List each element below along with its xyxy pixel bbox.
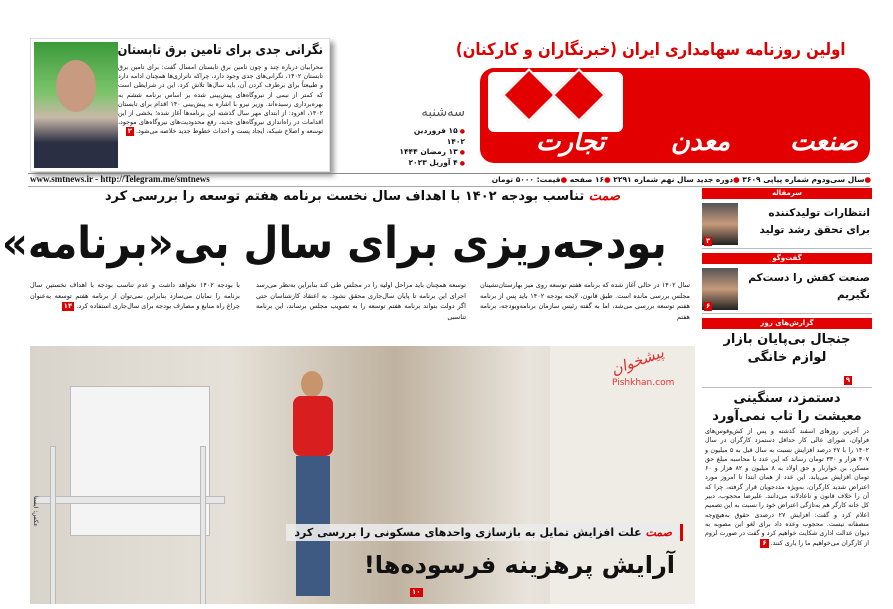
logo-word: تجارت [536, 127, 605, 157]
sidebar [702, 188, 872, 549]
logo-word: صنعت [790, 127, 858, 157]
weekday: سه‌شنبه [421, 105, 465, 120]
section-label: گفت‌وگو [702, 253, 872, 264]
brand-mark: صمت [588, 189, 621, 204]
page-badge: ۲ [127, 127, 133, 136]
item-body [702, 426, 872, 549]
page-badge: ۳ [706, 237, 711, 245]
article-column [30, 280, 240, 312]
page-badge: ۶ [762, 538, 767, 547]
article-column: توسعه همچنان باید مراحل اولیه را در مجلس طی کند بنابراین به‌نظر می‌رسد اجرای این برنامه تا پایان سال‌جاری محقق نشود. به اعتقاد کارشناسان حتی اگر دولت بتواند برنامه هفتم توسعه را به تصویب مجلس برساند، این برنامه تناسبی [256, 281, 466, 321]
masthead-logo [480, 68, 870, 163]
watermark-url: Pishkhan.com [612, 378, 675, 388]
website-links[interactable]: www.smtnews.ir - http://Telegram.me/smtnews [30, 174, 210, 184]
feature-kicker [286, 524, 683, 541]
page-badge: ۱۴ [63, 302, 73, 310]
worker-figure [288, 366, 338, 596]
kicker-text: علت افزایش تمایل به بازسازی واحدهای مسکونی را بررسی کرد [294, 526, 642, 539]
teaser-text: محرابیان درباره چند و چون تامین برق تابستان امسال گفت: برای تامین برق تابستان ۱۴۰۲، نگرانی‌های جدی وجود دارد، چراکه ناترازی‌ها همچنان ادامه دارد و طبیعتاً برای برطرف کردن آن، باید سال‌ها تلاش کرد. این در شرایطی است که کمتر از نیمی از نیروگاه‌های پیش‌بینی شده بر اساس برنامه ششم به بهره‌برداری رسیده‌اند. وزیر نیرو با اشاره به پیش‌بینی ۱۴۰ اقدام برای تابستان ۱۴۰۲، افزود: از ابتدای مهر سال گذشته این برنامه‌ها آغاز شده؛ بخشی از این اقدامات در راه‌اندازی نیروگاه‌های جدید، رفع محدودیت‌های نیروگاه‌های موجود، توسعه و اصلاح شبکه، ایجاد پست و احداث خطوط جدید خلاصه می‌شود. [118, 64, 323, 136]
interview-item[interactable] [702, 264, 872, 314]
date-lunar: ● ۱۳ رمضان ۱۴۴۴ [395, 147, 465, 158]
issue-number: دوره جدید سال نهم شماره ۲۲۹۱ [613, 175, 734, 184]
photo-credit: عکس: ایسنا [32, 496, 39, 527]
slogan: اولین روزنامه سهامداری ایران (خبرنگاران و کارکنان) [455, 40, 846, 60]
minister-photo [34, 42, 118, 168]
feature-headline[interactable]: آرایش پرهزینه فرسوده‌ها! [363, 551, 675, 579]
teaser-body [118, 63, 323, 137]
price: قیمت: ۵۰۰۰ تومان [491, 175, 561, 184]
page-badge: ۶ [706, 302, 711, 310]
report-item[interactable] [702, 388, 872, 549]
section-label: سرمقاله [702, 188, 872, 199]
item-title: انتظارات تولیدکننده برای تحقق رشد تولید [759, 207, 870, 236]
kicker-text: تناسب بودجه ۱۴۰۲ با اهداف سال نخست برنامه هفتم توسعه را بررسی کرد [104, 189, 585, 204]
section-label: گزارش‌های روز [702, 318, 872, 329]
divider [28, 186, 870, 187]
column-text: با بودجه ۱۴۰۲ نخواهد داشت و عدم تناسب بودجه با اهداف نخستین سال برنامه را نمایان می‌سازد بنابراین نمی‌توان از برنامه هفتم توسعه به‌عنوان چراغ راه منابع و مصارف بودجه برای سال‌جاری استفاده کرد. [30, 281, 240, 310]
teaser-title: نگرانی جدی برای تامین برق تابستان [117, 43, 323, 58]
date-gregorian: ● ۴ آوریل ۲۰۲۳ [395, 158, 465, 169]
issue-info: ●سال سی‌ودوم شماره پیاپی ۳۶۰۹ ●دوره جدید سال نهم شماره ۲۲۹۱ ●۱۶ صفحه ●قیمت: ۵۰۰۰ تومان [491, 175, 871, 184]
item-title: صنعت کفش را دست‌کم نگیریم [748, 272, 870, 301]
page-badge: ۹ [845, 376, 850, 384]
page-badge: ۱۰ [412, 588, 421, 596]
issue-volume: سال سی‌ودوم شماره پیاپی ۳۶۰۹ [742, 175, 865, 184]
editorial-item[interactable] [702, 199, 872, 249]
date-block [395, 105, 465, 169]
item-body-text: در آخرین روزهای اسفند گذشته و پس از کش‌وقوس‌های فراوان، شورای عالی کار حداقل دستمزد کارگران در سال ۱۴۰۲ را با ۲۷ درصد افزایش نسبت به سال قبل به ۵ میلیون و ۳۰۷ هزار و ۳۳۰ تومان رساند که این عدد با محاسبه مبلغ حق مسکن، بن خواربار و حق اولاد به ۸ میلیون و ۸۲ هزار و ۶۰ تومان افزایش می‌یابد. این عدد از همان ابتدا تا امروز مورد اعتراض شدید کارگران، به‌ویژه مددجویان قرار گرفته، چرا که آن را خلاف قانون و ناعادلانه می‌دانند. علیرضا محجوب، دبیر کل خانه کارگر هم به‌تازگی اعتراض خود را نسبت به این تصمیم اعلام کرد و گفت: افزایش ۲۷ درصدی حقوق به‌هیچ‌وجه منصفانه نیست. محجوب وعده داد برای لغو این مصوبه به دیوان عدالت اداری شکایت خواهیم کرد و گفت در صورت لزوم از کارگران می‌خواهیم ما را یاری کنند. [705, 428, 870, 547]
date-solar: ● ۱۵ فروردین ۱۴۰۲ [395, 126, 465, 147]
brand-mark: صمت [645, 526, 672, 539]
watermark: پیشخوان [608, 343, 667, 379]
logo-word: معدن [670, 127, 730, 157]
report-item[interactable] [702, 329, 872, 388]
main-kicker [30, 189, 695, 204]
article-column: سال ۱۴۰۲ در حالی آغاز شده که برنامه هفتم توسعه روی میز بهارستان‌نشینان مجلس بررسی مانده است. طبق قانون، لایحه بودجه ۱۴۰۲ باید پس از برنامه هفتم توسعه بررسی می‌شد، اما به گفته رئیس سازمان برنامه‌وبودجه، برنامه هفتم [480, 281, 691, 321]
feature-photo[interactable] [30, 346, 695, 604]
teaser-box[interactable] [30, 38, 330, 172]
item-title: جنجال بی‌پایان بازار لوازم خانگی [723, 332, 851, 365]
page-count: ۱۶ صفحه [569, 175, 605, 184]
main-headline[interactable]: بودجه‌ریزی برای سال بی«برنامه» [1, 218, 667, 269]
item-title: دستمزد، سنگینی معیشت را تاب نمی‌آورد [712, 391, 862, 424]
